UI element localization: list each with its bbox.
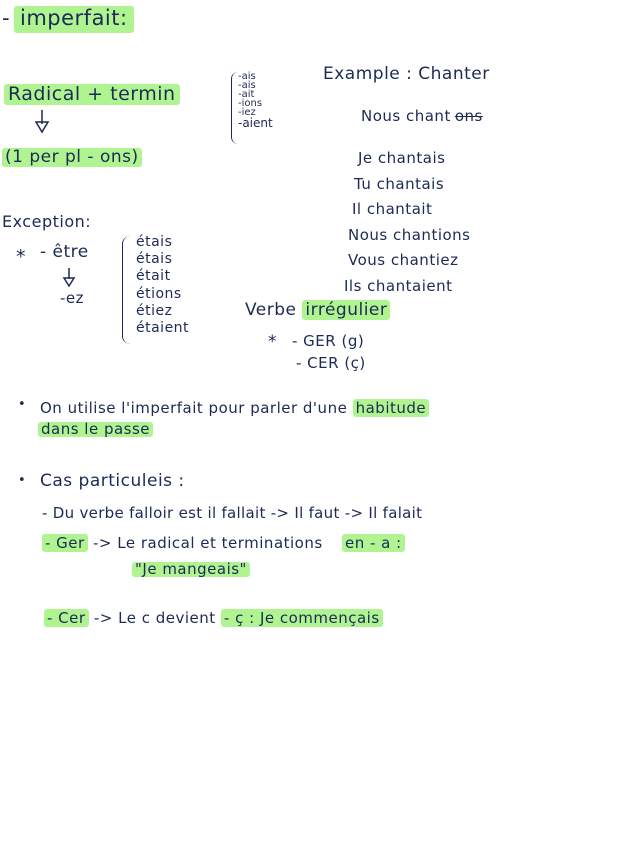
- cases-ger-text: Le radical et terminations: [117, 534, 323, 552]
- conjugation-item: Il chantait: [352, 200, 433, 218]
- formula-note: (1 per pl - ons): [2, 148, 142, 167]
- exception-star: *: [16, 246, 26, 268]
- example-nous-prefix: Nous chant: [361, 107, 451, 125]
- conjugation-item: Nous chantions: [348, 225, 471, 244]
- exception-forms: [136, 234, 189, 337]
- cases-cer-highlight: - ç : Je commençais: [221, 609, 383, 627]
- down-arrow-icon: [34, 110, 50, 134]
- cases-ger: [42, 536, 405, 551]
- exception-form: étiez: [136, 302, 173, 319]
- exception-label: Exception:: [2, 212, 92, 231]
- ending-item: -ais: [238, 80, 256, 91]
- irregular-label: [245, 302, 390, 319]
- title-dash: -: [2, 6, 11, 30]
- usage-line-1-highlight: habitude: [353, 399, 430, 417]
- irregular-lines: [292, 330, 366, 374]
- example-conjugations: [344, 146, 471, 299]
- irregular-line: - GER (g): [292, 332, 365, 350]
- conjugation-item: Vous chantiez: [348, 251, 459, 269]
- usage-line-1-text: On utilise l'imperfait pour parler d'une: [40, 399, 348, 417]
- exception-stem: -ez: [60, 289, 85, 307]
- conjugation-item: Ils chantaient: [344, 276, 453, 295]
- right-arrow-icon: ->: [92, 534, 112, 552]
- conjugation-item: Je chantais: [358, 149, 446, 167]
- irregular-line: - CER (ç): [296, 354, 366, 372]
- endings-list: [238, 72, 273, 128]
- cases-bullet: •: [18, 473, 27, 488]
- exception-form: étions: [136, 285, 182, 302]
- exception-brace: [122, 236, 130, 344]
- example-nous: [361, 109, 483, 124]
- cases-ger-tag: - Ger: [42, 534, 88, 552]
- ending-item: -aient: [238, 116, 273, 130]
- ending-item: -ait: [238, 89, 255, 100]
- ending-item: -iez: [238, 107, 256, 118]
- formula-text: Radical + termin: [4, 84, 180, 105]
- ending-item: -ais: [238, 71, 256, 82]
- usage-line-2: dans le passe: [38, 422, 153, 437]
- irregular-star: *: [268, 332, 277, 352]
- exception-verb: - être: [40, 242, 89, 262]
- exception-form: était: [136, 268, 171, 285]
- endings-brace: [231, 72, 238, 144]
- usage-bullet: •: [18, 397, 27, 412]
- example-label: Example : Chanter: [323, 64, 490, 84]
- irregular-label-prefix: Verbe: [245, 300, 297, 320]
- page-title: imperfait:: [14, 6, 134, 33]
- cases-cer-text: Le c devient: [118, 609, 216, 627]
- example-nous-struck: ons: [454, 107, 483, 125]
- cases-falloir: - Du verbe falloir est il fallait -> Il faut -> Il falait: [42, 504, 423, 522]
- cases-ger-example: "Je mangeais": [132, 562, 250, 577]
- ending-item: -ions: [238, 98, 263, 109]
- right-arrow-icon: ->: [93, 609, 113, 627]
- cases-ger-highlight: en - a :: [342, 534, 405, 552]
- cases-cer: [44, 611, 383, 626]
- cases-label: Cas particuleis :: [40, 471, 185, 491]
- exception-form: étais: [136, 251, 173, 268]
- exception-form: étaient: [136, 320, 190, 337]
- exception-form: étais: [136, 234, 173, 250]
- conjugation-item: Tu chantais: [354, 174, 445, 193]
- usage-line-1: [40, 401, 429, 416]
- irregular-label-highlight: irrégulier: [302, 300, 390, 320]
- cases-cer-tag: - Cer: [44, 609, 89, 627]
- down-arrow-icon: [62, 268, 76, 288]
